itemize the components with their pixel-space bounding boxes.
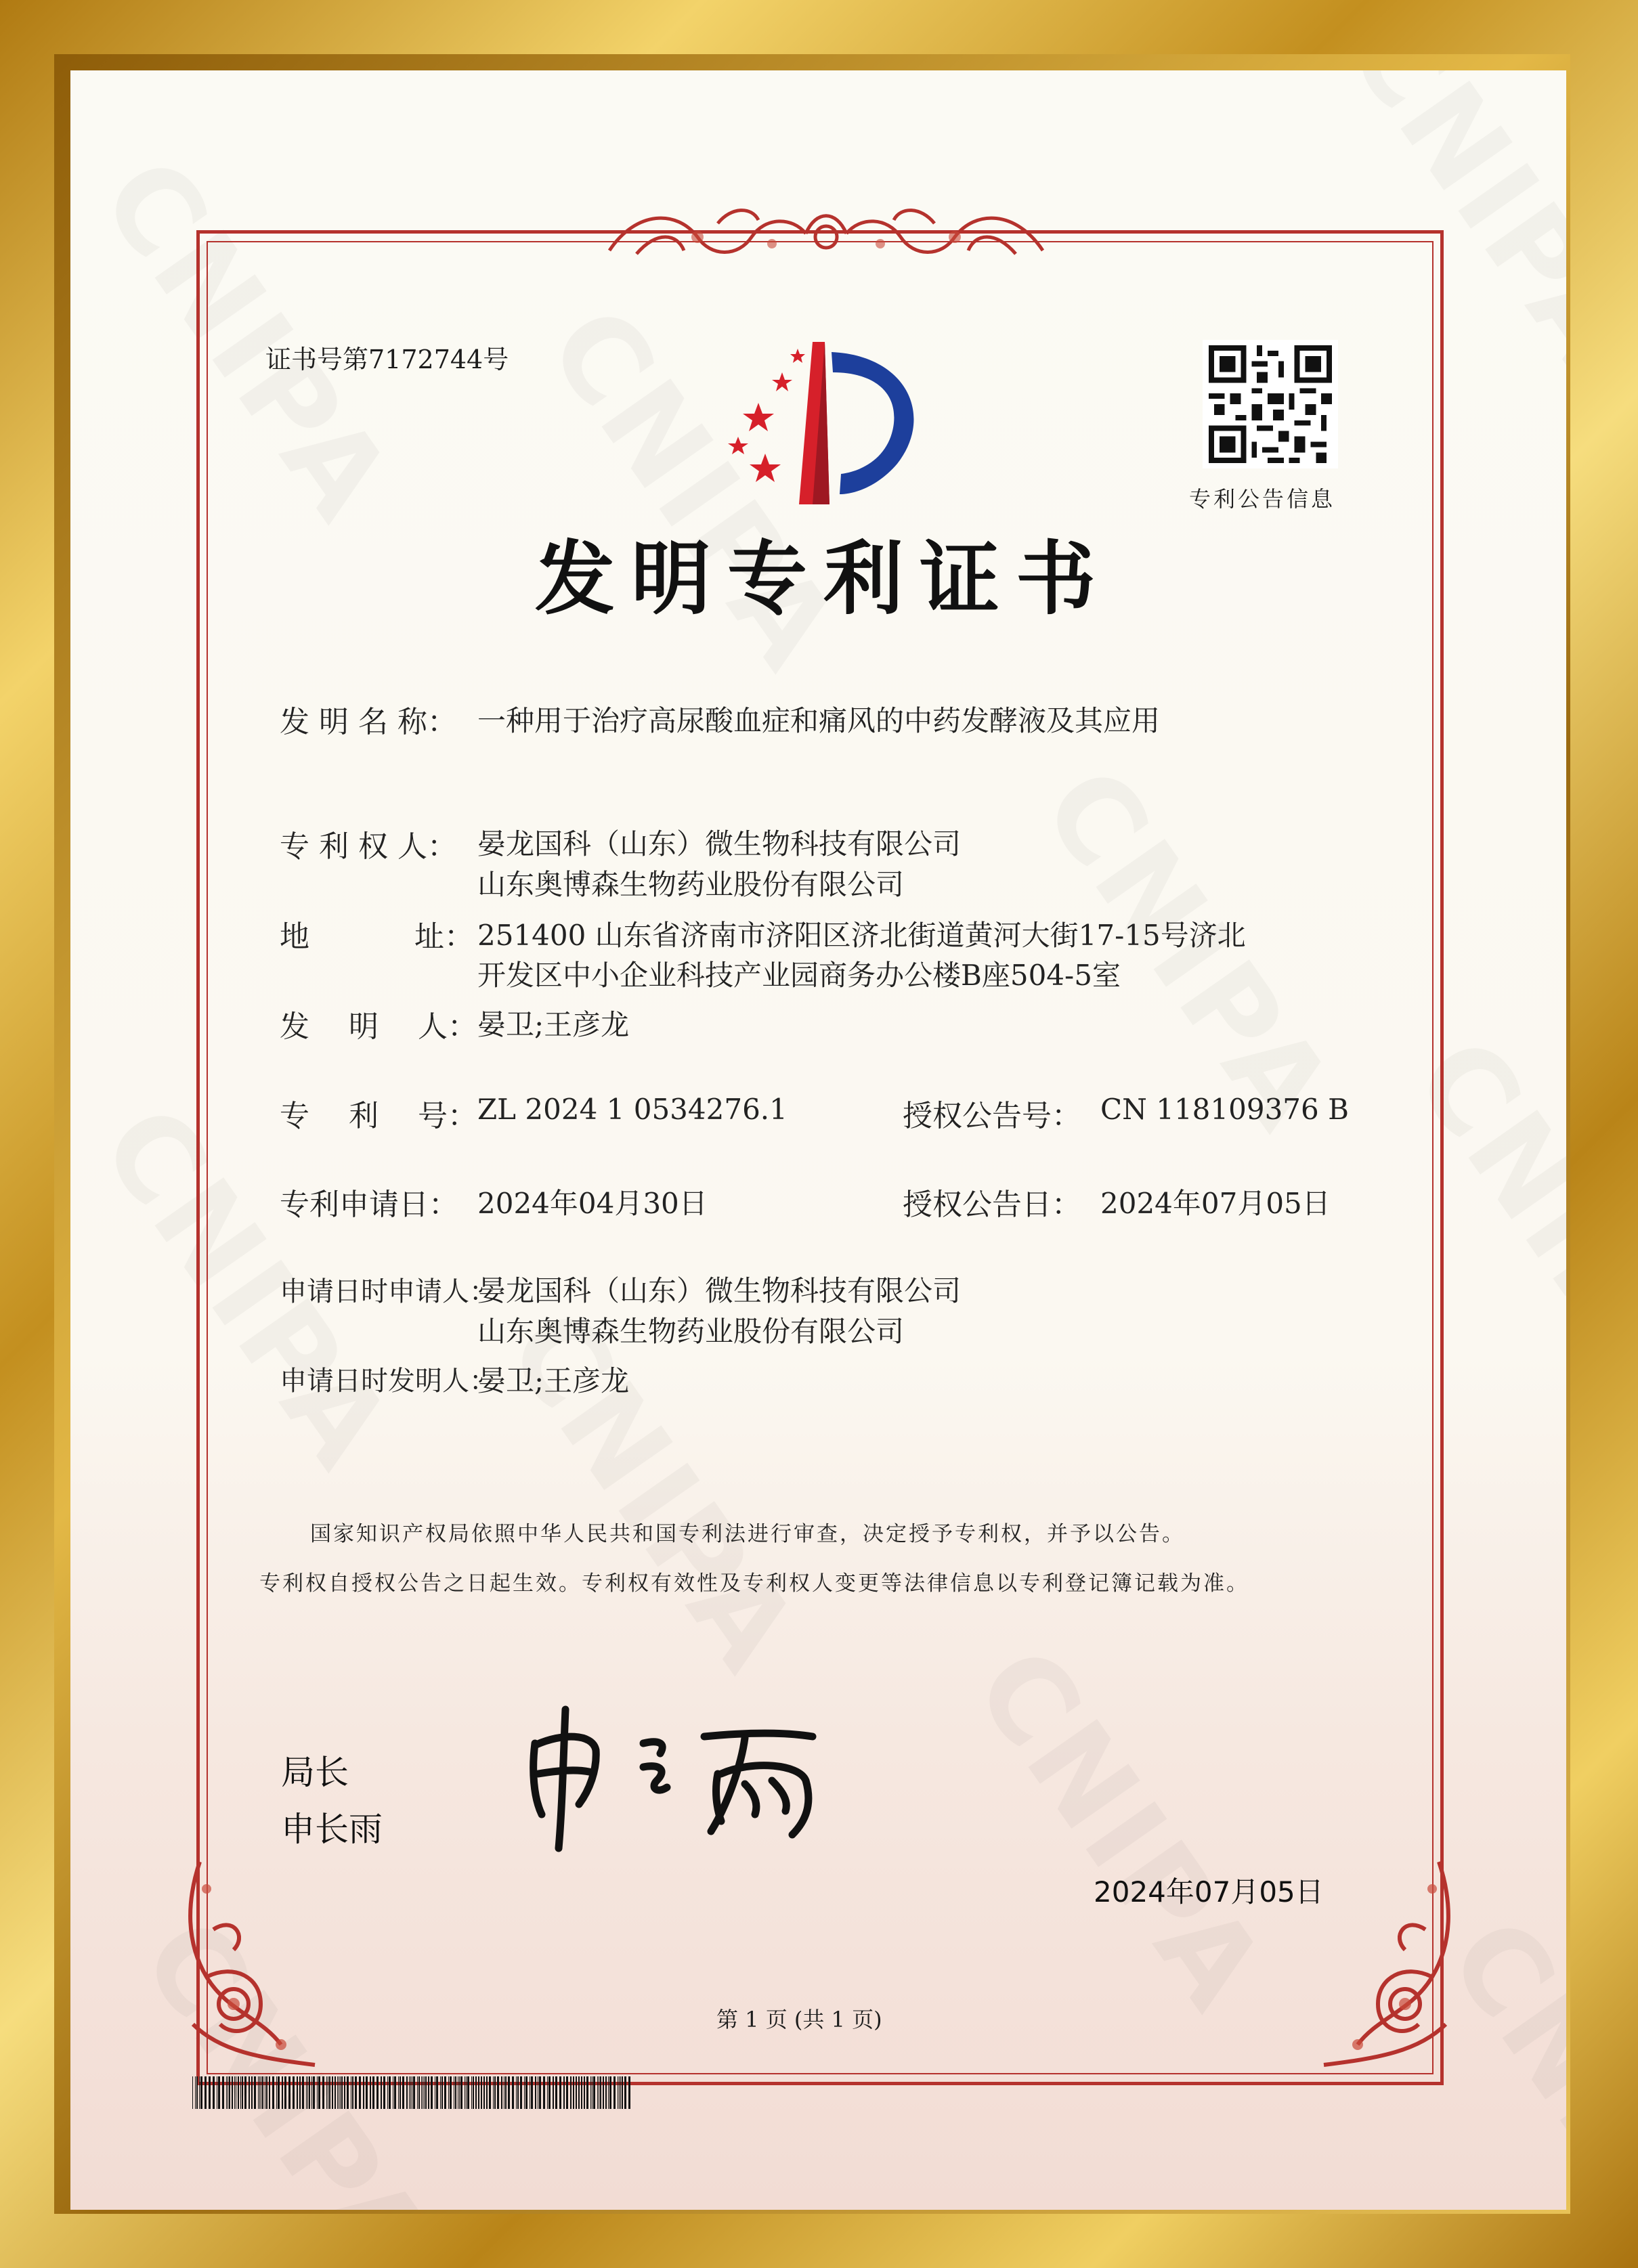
patent-number-label: 专 利 号： bbox=[280, 1099, 477, 1133]
handwritten-signature-icon bbox=[521, 1696, 846, 1858]
qr-caption: 专利公告信息 bbox=[1189, 486, 1336, 512]
qr-code-icon[interactable] bbox=[1203, 340, 1338, 468]
page-number: 第 1 页 (共 1 页) bbox=[716, 2007, 882, 2032]
filing-date-label: 专利申请日： bbox=[280, 1187, 458, 1222]
patent-number-value: ZL 2024 1 0534276.1 bbox=[477, 1093, 788, 1126]
notice-line-2: 专利权自授权公告之日起生效。专利权有效性及专利权人变更等法律信息以专利登记簿记载为准。 bbox=[259, 1571, 1249, 1596]
top-ornament-icon bbox=[596, 196, 1056, 271]
patentee-label: 专 利 权 人： bbox=[280, 829, 457, 864]
address-label-right: 址： bbox=[414, 919, 474, 954]
director-title: 局长 bbox=[281, 1753, 349, 1792]
patentee-line-1: 晏龙国科（山东）微生物科技有限公司 bbox=[477, 827, 962, 860]
cnipa-logo-icon bbox=[711, 335, 934, 511]
director-name: 申长雨 bbox=[281, 1810, 383, 1849]
address-line-1: 251400 山东省济南市济阳区济北街道黄河大街17-15号济北 bbox=[477, 919, 1246, 952]
invention-name-value: 一种用于治疗高尿酸血症和痛风的中药发酵液及其应用 bbox=[477, 704, 1161, 737]
page-title: 发明专利证书 bbox=[535, 531, 1113, 626]
applicant-at-filing-label: 申请日时申请人： bbox=[280, 1276, 496, 1307]
inventor-at-filing-label: 申请日时发明人： bbox=[280, 1366, 496, 1397]
inventor-at-filing-value: 晏卫;王彦龙 bbox=[477, 1364, 630, 1397]
filing-date-value: 2024年04月30日 bbox=[477, 1187, 708, 1220]
grant-pub-date-value: 2024年07月05日 bbox=[1100, 1187, 1331, 1220]
address-line-2: 开发区中小企业科技产业园商务办公楼B座504-5室 bbox=[477, 959, 1121, 992]
applicant-at-filing-line-2: 山东奥博森生物药业股份有限公司 bbox=[477, 1315, 905, 1348]
inventor-value: 晏卫;王彦龙 bbox=[477, 1008, 630, 1041]
grant-pub-number-value: CN 118109376 B bbox=[1100, 1093, 1349, 1126]
barcode-icon bbox=[192, 2076, 632, 2109]
notice-line-1: 国家知识产权局依照中华人民共和国专利法进行审查，决定授予专利权，并予以公告。 bbox=[310, 1522, 1185, 1546]
signature-date: 2024年07月05日 bbox=[1094, 1875, 1324, 1909]
inventor-label: 发 明 人： bbox=[280, 1009, 477, 1044]
applicant-at-filing-line-1: 晏龙国科（山东）微生物科技有限公司 bbox=[477, 1274, 962, 1307]
certificate-number: 证书号第7172744号 bbox=[265, 345, 509, 374]
corner-ornament-left-icon bbox=[179, 1848, 349, 2085]
invention-name-label: 发 明 名 称： bbox=[280, 705, 457, 739]
patentee-line-2: 山东奥博森生物药业股份有限公司 bbox=[477, 868, 905, 901]
grant-pub-number-label: 授权公告号： bbox=[903, 1099, 1081, 1133]
address-label-left: 地 bbox=[280, 919, 309, 954]
grant-pub-date-label: 授权公告日： bbox=[903, 1187, 1081, 1222]
